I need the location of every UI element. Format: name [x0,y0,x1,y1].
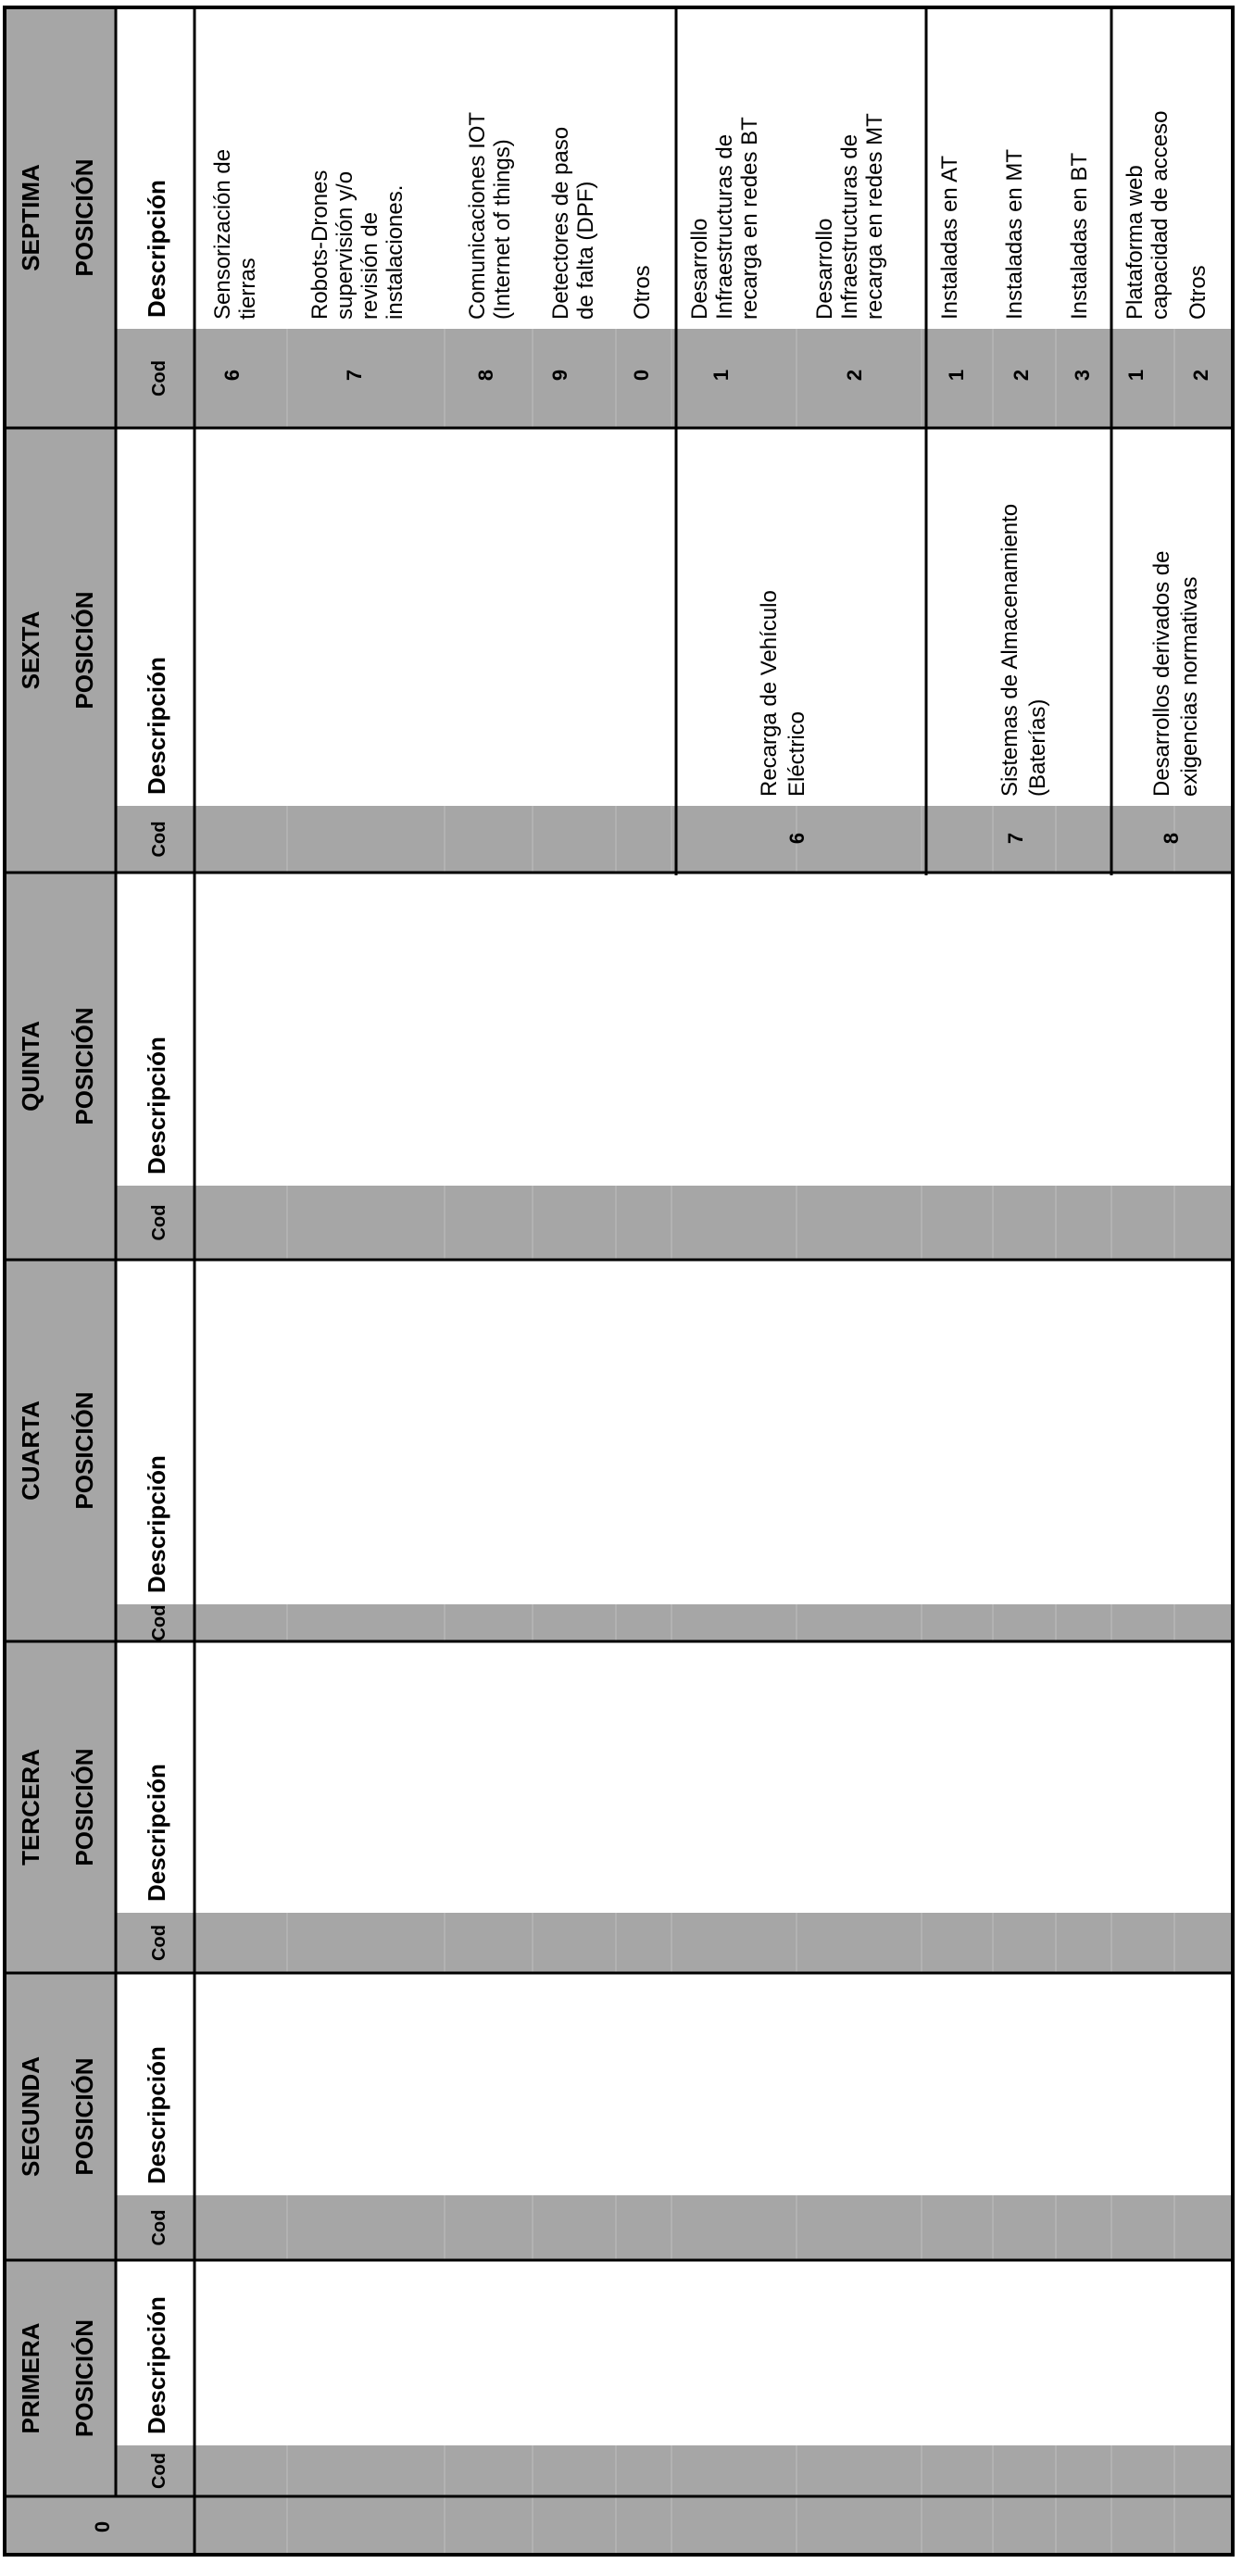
septima-description: Sensorización de [210,148,235,320]
septima-description: Infraestructuras de [837,133,862,320]
sexta-code: 7 [1004,832,1027,845]
septima-description: (Internet of things) [490,139,515,320]
septima-code: 1 [945,369,968,382]
cod-label: Cod [149,2453,169,2489]
septima-description: de falta (DPF) [573,181,598,320]
sexta-description: Eléctrico [784,710,809,797]
septima-description: Comunicaciones IOT [465,111,490,320]
cod-label: Cod [149,821,169,858]
septima-description: Robots-Drones [307,170,332,320]
description-label: Descripción [143,1455,170,1593]
septima-description: Otros [630,265,655,320]
description-label: Descripción [143,1764,170,1902]
septima-code: 2 [843,369,866,382]
sexta-code: 8 [1160,832,1183,845]
corner-code: 0 [91,2520,114,2533]
cod-label: Cod [149,1204,169,1241]
septima-description: recarga en redes MT [862,113,887,320]
sexta-description: exigencias normativas [1177,576,1202,797]
column-subtitle: POSICIÓN [70,1748,98,1866]
septima-description: Detectores de paso [548,126,573,320]
septima-code: 8 [474,369,497,382]
septima-description: capacidad de acceso [1148,110,1173,320]
cod-label: Cod [149,2209,169,2246]
septima-code: 2 [1189,369,1212,382]
septima-description: tierras [235,258,260,320]
cod-strip-fill [116,2195,1233,2260]
column-title: SEXTA [17,610,44,690]
septima-code: 0 [630,369,653,382]
column-title: CUARTA [17,1401,44,1501]
column-subtitle: POSICIÓN [70,158,98,277]
septima-description: revisión de [358,211,383,320]
sexta-description: Recarga de Vehículo [757,590,782,797]
septima-code: 9 [548,369,571,382]
septima-description: Instaladas en MT [1002,148,1027,320]
column-subtitle: POSICIÓN [70,1007,98,1125]
cod-label: Cod [149,1925,169,1961]
sexta-description: Sistemas de Almacenamiento [997,503,1022,797]
column-title: TERCERA [17,1749,44,1866]
column-subtitle: POSICIÓN [70,1391,98,1510]
septima-description: Instaladas en BT [1067,152,1092,320]
septima-code: 3 [1071,369,1094,382]
septima-code: 1 [709,369,733,382]
description-label: Descripción [143,1037,170,1175]
description-label: Descripción [143,657,170,795]
septima-description: Desarrollo [687,218,712,320]
septima-description: Desarrollo [812,218,837,320]
description-label: Descripción [143,2046,170,2184]
column-subtitle: POSICIÓN [70,591,98,710]
column-subtitle: POSICIÓN [70,2318,98,2438]
septima-description: instalaciones. [383,184,408,320]
cod-strip-fill [116,1186,1233,1260]
sexta-code: 6 [785,832,809,845]
cod-strip-fill [116,1604,1233,1641]
column-title: SEGUNDA [17,2055,44,2178]
corner-row-fill [5,2496,1233,2555]
sexta-description: (Baterías) [1025,698,1050,797]
column-title: PRIMERA [17,2322,44,2434]
cod-strip-fill [116,329,1233,428]
cod-strip-fill [116,2445,1233,2496]
table-background [5,7,1233,2555]
septima-description: Instaladas en AT [937,156,962,320]
sexta-description: Desarrollos derivados de [1149,550,1174,797]
table-text [17,111,1212,2533]
septima-description: recarga en redes BT [737,117,762,320]
description-label: Descripción [143,2296,170,2434]
description-label: Descripción [143,180,170,318]
column-title: SEPTIMA [17,164,44,271]
septima-code: 1 [1124,369,1148,382]
cod-label: Cod [149,360,169,396]
septima-code: 2 [1010,369,1033,382]
cod-label: Cod [149,1604,169,1641]
septima-description: supervisión y/o [332,170,358,320]
septima-description: Infraestructuras de [712,133,737,320]
cod-strip-fill [116,1913,1233,1973]
column-subtitle: POSICIÓN [70,2057,98,2176]
septima-description: Otros [1186,265,1211,320]
septima-code: 7 [343,369,366,382]
septima-code: 6 [220,369,244,382]
column-title: QUINTA [17,1021,44,1112]
cod-strip-fill [116,806,1233,873]
septima-description: Plataforma web [1123,165,1148,320]
